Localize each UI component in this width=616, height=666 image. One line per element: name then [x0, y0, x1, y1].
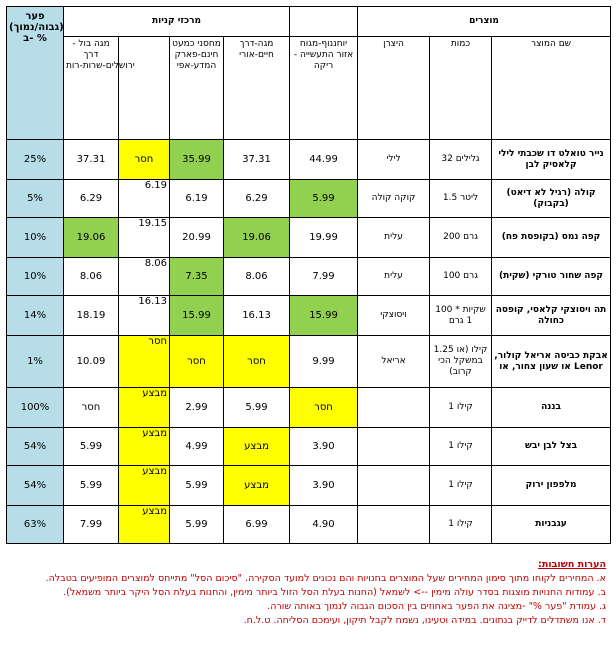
product-name-cell: קולה (רגיל לא דיאט) (בקבוק)	[492, 180, 611, 218]
chain-a-price-cell: 5.99	[290, 180, 358, 218]
table-row	[7, 388, 611, 428]
manufacturer-cell	[358, 388, 430, 428]
chain-b-price-cell: מבצע	[224, 466, 290, 506]
chain-c-header: מחסני כמעט חינם-פארק המדע-אפי	[170, 37, 224, 140]
chain-b-price-cell: 16.13	[224, 296, 290, 336]
chain-a-price-cell: 44.99	[290, 140, 358, 180]
quantity-cell: 1 קילו	[430, 428, 492, 466]
gap-percent-cell: 100%	[7, 388, 64, 428]
chain-d-header	[119, 37, 170, 140]
note-b: ב. עמודות החנויות מוצגות בסדר עולה מימין --> לשמאל (החנות בעלת הסל הזול ביותר מימין, והחנות בעלת הסל היקר ביותר משמאל).	[63, 587, 606, 598]
quantity-cell: 100 שקיות * 1 גרם	[430, 296, 492, 336]
chain-e-price-cell: 5.99	[64, 428, 119, 466]
manufacturer-cell: לילי	[358, 140, 430, 180]
chain-d-top-value: חסר	[148, 336, 167, 347]
chain-c-price-cell: 35.99	[170, 140, 224, 180]
product-name-cell: מלפפון ירוק	[492, 466, 611, 506]
chain-a-price-cell: 7.99	[290, 258, 358, 296]
note-a: א. המחירים לקוחו מתוך סימון המחירים שעל המוצרים בחנויות והם נכונים למועד הסקירה. "סיכום הסל" מתייחס למוצרים המופיעים בטבלה.	[45, 573, 606, 584]
chain-c-price-cell: 2.99	[170, 388, 224, 428]
note-d: ד. אנו משתדלים לדייק בנתונים. במידה וטעינו, נשמח לקבל תיקון, ועימכם הסליחה. ט.ל.ח.	[243, 615, 606, 626]
chain-a-price-cell: 19.99	[290, 218, 358, 258]
quantity-cell: 1.5 ליטר	[430, 180, 492, 218]
product-name-header: שם המוצר	[492, 37, 611, 140]
product-name-cell: בננה	[492, 388, 611, 428]
chain-c-price-cell: 5.99	[170, 506, 224, 544]
table-row	[7, 140, 611, 180]
notes-section	[6, 558, 610, 628]
quantity-cell: 200 גרם	[430, 218, 492, 258]
price-comparison-sheet	[6, 6, 610, 628]
price-table	[6, 6, 611, 544]
chain-a-price-cell: 9.99	[290, 336, 358, 388]
table-row	[7, 506, 611, 544]
chain-c-price-cell: 7.35	[170, 258, 224, 296]
product-name-cell: עגבניות	[492, 506, 611, 544]
chain-e-price-cell: חסר	[64, 388, 119, 428]
chain-d-top-value: 19.15	[138, 218, 167, 229]
note-c: ג. עמודת "פער %" -מציגה את הפער באחוזים בין הסכום הגבוה לנמוך באותה שורה.	[267, 601, 606, 612]
gap-percent-cell: 5%	[7, 180, 64, 218]
quantity-cell: 1.25 קילו (או במשקל הכי קרוב)	[430, 336, 492, 388]
chain-d-price-cell	[119, 258, 170, 296]
quantity-cell: 1 קילו	[430, 466, 492, 506]
chain-a-price-cell: 4.90	[290, 506, 358, 544]
gap-percent-cell: 63%	[7, 506, 64, 544]
chain-d-price-cell	[119, 336, 170, 388]
product-name-cell: קפה נמס (בקופסת פח)	[492, 218, 611, 258]
product-name-cell: נייר טואלט דו שכבתי לילי קלאסיק לבן	[492, 140, 611, 180]
chains-group-header: מרכזי קניות	[64, 7, 290, 37]
chain-d-price-cell	[119, 428, 170, 466]
manufacturer-cell: עלית	[358, 218, 430, 258]
chain-e-price-cell: 8.06	[64, 258, 119, 296]
chain-a-price-cell: 15.99	[290, 296, 358, 336]
table-row	[7, 296, 611, 336]
manufacturer-cell	[358, 428, 430, 466]
chain-d-price-cell	[119, 388, 170, 428]
table-row	[7, 428, 611, 466]
manufacturer-cell	[358, 506, 430, 544]
table-row	[7, 258, 611, 296]
chain-d-top-value: מבצע	[142, 506, 167, 517]
gap-column-header: פער (גבוה/נמוך) ב- %	[7, 7, 64, 140]
chain-c-price-cell: חסר	[170, 336, 224, 388]
chain-b-price-cell: מבצע	[224, 428, 290, 466]
chain-d-price-cell	[119, 506, 170, 544]
gap-percent-cell: 54%	[7, 428, 64, 466]
chain-e-header: מגה בול -דרך ירושלים-שרות-רות	[64, 37, 119, 140]
chain-a-price-cell: חסר	[290, 388, 358, 428]
quantity-cell: 1 קילו	[430, 506, 492, 544]
chain-d-top-value: מבצע	[142, 388, 167, 399]
chain-b-price-cell: 5.99	[224, 388, 290, 428]
manufacturer-cell: עלית	[358, 258, 430, 296]
chain-d-price-cell	[119, 466, 170, 506]
chain-d-price-cell	[119, 180, 170, 218]
manufacturer-cell	[358, 466, 430, 506]
table-row	[7, 466, 611, 506]
chain-d-price-cell	[119, 296, 170, 336]
chain-d-top-value: 8.06	[144, 258, 167, 269]
chain-e-price-cell: 18.19	[64, 296, 119, 336]
chain-d-top-value: מבצע	[142, 428, 167, 439]
chain-b-price-cell: 6.29	[224, 180, 290, 218]
product-name-cell: אבקת כביסה אריאל קולור, או שעון צחור, או Lenor	[492, 336, 611, 388]
chain-d-top-value: 6.19	[144, 180, 167, 191]
table-row	[7, 180, 611, 218]
chain-b-price-cell: 6.99	[224, 506, 290, 544]
products-group-header: מוצרים	[358, 7, 611, 37]
chain-c-price-cell: 6.19	[170, 180, 224, 218]
chain-e-price-cell: 6.29	[64, 180, 119, 218]
quantity-cell: 1 קילו	[430, 388, 492, 428]
manufacturer-cell: ויסוצקי	[358, 296, 430, 336]
chain-c-price-cell: 20.99	[170, 218, 224, 258]
chain-d-top-value: 16.13	[138, 296, 167, 307]
chain-a-price-cell: 3.90	[290, 466, 358, 506]
chain-c-price-cell: 4.99	[170, 428, 224, 466]
chain-b-price-cell: 8.06	[224, 258, 290, 296]
manufacturer-header: היצרן	[358, 37, 430, 140]
chain-e-price-cell: 10.09	[64, 336, 119, 388]
table-row	[7, 218, 611, 258]
chain-e-price-cell: 7.99	[64, 506, 119, 544]
chain-b-header: מגה-דרך חיים-אורי	[224, 37, 290, 140]
manufacturer-cell: אריאל	[358, 336, 430, 388]
chain-a-price-cell: 3.90	[290, 428, 358, 466]
manufacturer-cell: קוקה קולה	[358, 180, 430, 218]
chain-b-price-cell: חסר	[224, 336, 290, 388]
gap-percent-cell: 10%	[7, 258, 64, 296]
product-name-cell: בצל לבן יבש	[492, 428, 611, 466]
notes-title: הערות חשובות:	[538, 559, 606, 570]
product-name-cell: תה ויסוצקי קלאסי, קופסה כחולה	[492, 296, 611, 336]
quantity-cell: 32 גלילים	[430, 140, 492, 180]
chain-d-price-cell: חסר	[119, 140, 170, 180]
gap-percent-cell: 14%	[7, 296, 64, 336]
chain-a-header: יוחננוף-מגוח אזור התעשייה - ריקה	[290, 37, 358, 140]
product-name-cell: קפה שחור טורקי (שקית)	[492, 258, 611, 296]
chain-e-price-cell: 5.99	[64, 466, 119, 506]
gap-percent-cell: 10%	[7, 218, 64, 258]
table-row	[7, 336, 611, 388]
chain-e-price-cell: 19.06	[64, 218, 119, 258]
quantity-header: כמות	[430, 37, 492, 140]
quantity-cell: 100 גרם	[430, 258, 492, 296]
chain-c-price-cell: 5.99	[170, 466, 224, 506]
chain-d-price-cell	[119, 218, 170, 258]
gap-percent-cell: 54%	[7, 466, 64, 506]
chain-b-price-cell: 37.31	[224, 140, 290, 180]
chain-c-price-cell: 15.99	[170, 296, 224, 336]
chain-b-price-cell: 19.06	[224, 218, 290, 258]
gap-percent-cell: 25%	[7, 140, 64, 180]
chain-d-top-value: מבצע	[142, 466, 167, 477]
gap-percent-cell: 1%	[7, 336, 64, 388]
chain-e-price-cell: 37.31	[64, 140, 119, 180]
